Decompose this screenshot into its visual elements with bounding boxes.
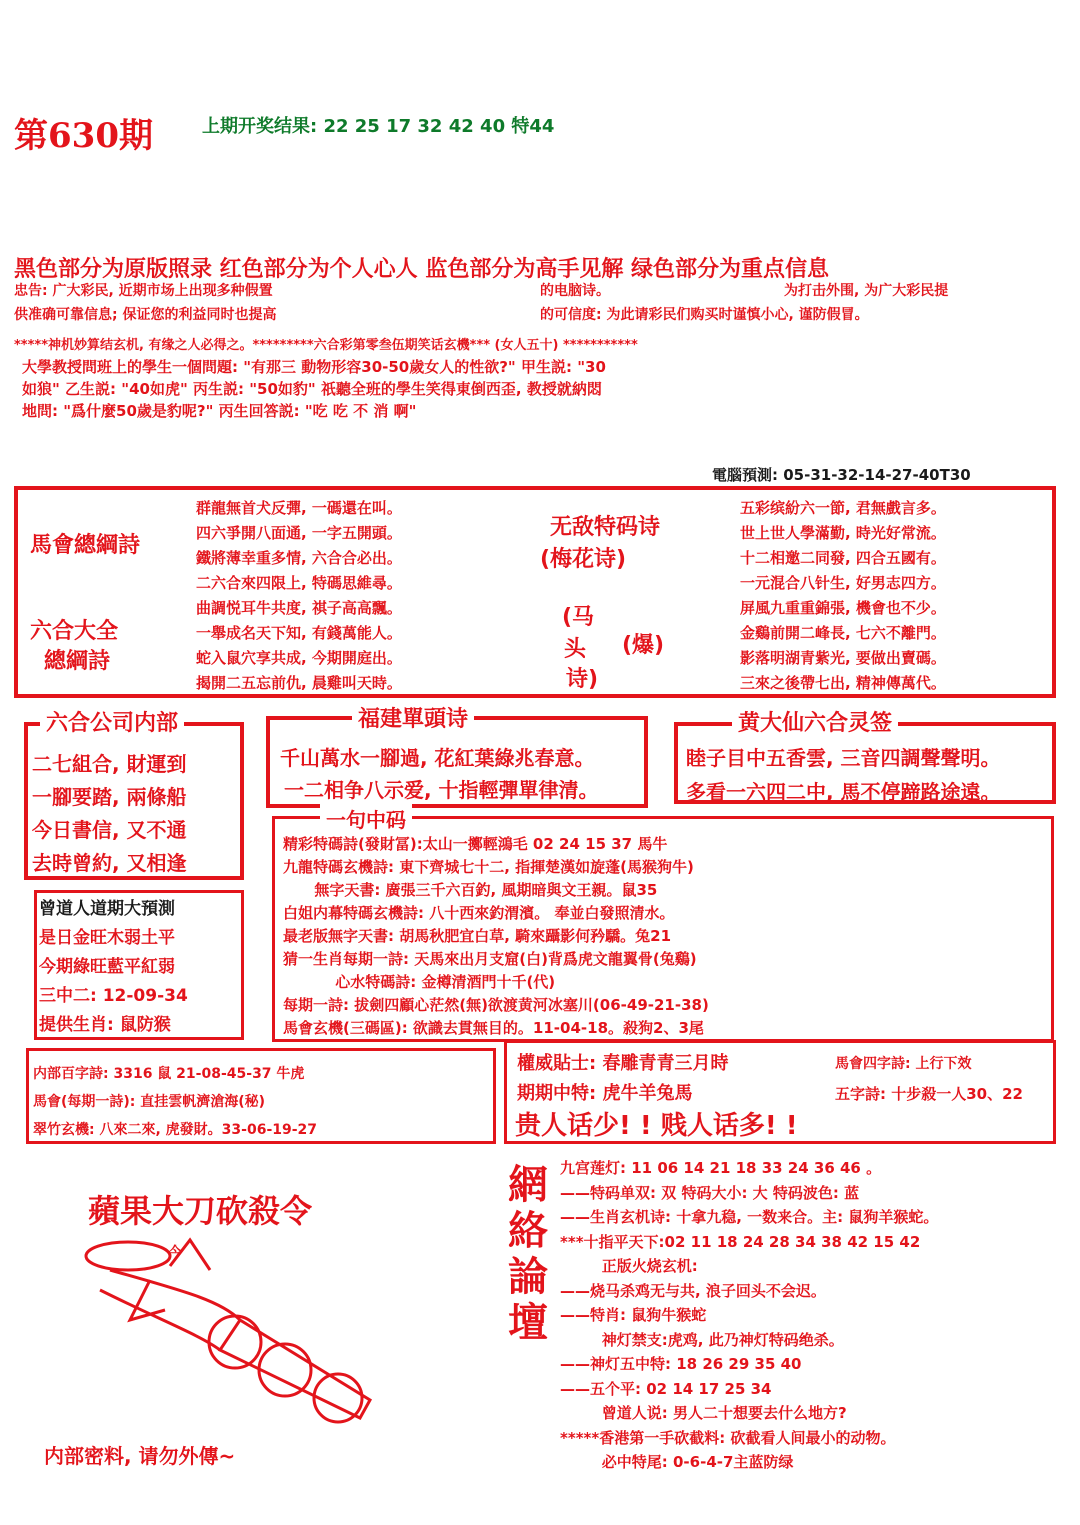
fujian-line: 一二相争八示爱, 十指輕彈單律清。 bbox=[284, 778, 599, 802]
poem-line: 蛇入鼠穴享共成, 今期開庭出。 bbox=[196, 649, 402, 667]
poem-line: 一元混合八针生, 好男志四方。 bbox=[740, 574, 946, 592]
neibu-line: 翠竹玄機: 八來二來, 虎發財。33-06-19-27 bbox=[33, 1122, 318, 1138]
forum-line: 曾道人说: 男人二十想要去什么地方? bbox=[560, 1404, 847, 1422]
yiju-line: 精彩特碼詩(發財冨):太山一擲輕鴻毛 02 24 15 37 馬牛 bbox=[283, 835, 668, 853]
poem-line: 十二相邀二同發, 四合五國有。 bbox=[740, 549, 946, 567]
sword-ring bbox=[86, 1242, 170, 1270]
forum-line: ——特码单双: 双 特码大小: 大 特码波色: 蓝 bbox=[560, 1183, 860, 1202]
fujian-line: 千山萬水一腳過, 花紅葉綠兆春意。 bbox=[280, 746, 595, 770]
forum-line: ——神灯五中特: 18 26 29 35 40 bbox=[560, 1355, 802, 1373]
authority-line: 馬會四字詩: 上行下效 bbox=[835, 1056, 972, 1072]
joke-line: 大學教授問班上的學生一個問題: "有那三 動物形容30-50歲女人的性欲?" 甲生説: "30 bbox=[22, 358, 606, 376]
yiju-line: 心水特碼詩: 金樽清酒門十千(代) bbox=[283, 973, 556, 991]
sword-hilt bbox=[170, 1240, 210, 1270]
mid-title: (马 bbox=[562, 605, 595, 630]
computer-prediction: 電腦預測: 05-31-32-14-27-40T30 bbox=[712, 466, 971, 484]
zeng-line: 是日金旺木弱土平 bbox=[39, 928, 175, 948]
poem-line: 鐵將薄幸重多情, 六合合必出。 bbox=[196, 549, 402, 567]
right-poem bbox=[740, 496, 946, 696]
joke-title: *****神机妙算结玄机, 有缘之人必得之。*********六合彩第零叁伍期笑话玄機*** (女人五十) *********** bbox=[14, 338, 638, 353]
yiju-box bbox=[272, 816, 1054, 1042]
forum-line: 九宫莲灯: 11 06 14 21 18 33 24 36 46 。 bbox=[560, 1159, 882, 1177]
sword-hilt bbox=[130, 1280, 165, 1320]
yiju-line: 最老版無字天書: 胡馬秋肥宜白草, 騎來躡影何矜驕。兔21 bbox=[283, 927, 672, 945]
forum-line: 神灯禁支:虎鸡, 此乃神灯特码绝杀。 bbox=[560, 1330, 844, 1349]
sword-blade bbox=[220, 1320, 370, 1418]
forum-line: ——特肖: 鼠狗牛猴蛇 bbox=[560, 1306, 707, 1324]
yiju-line: 九龍特碼玄機詩: 東下齊城七十二, 指揮楚漢如旋蓬(馬猴狗牛) bbox=[283, 858, 694, 876]
forum-lines bbox=[560, 1156, 938, 1475]
forum-char: 網 bbox=[508, 1162, 548, 1208]
six-company-title: 六合公司内部 bbox=[40, 706, 184, 737]
notice-part: 的电脑诗。 bbox=[540, 283, 610, 299]
sword-guard bbox=[110, 1270, 240, 1320]
forum-line: ——生肖玄机诗: 十拿九稳, 一数来合。主: 鼠狗羊猴蛇。 bbox=[560, 1208, 939, 1226]
mid-title: 无敌特码诗 bbox=[550, 515, 661, 540]
yiju-title: 一句中码 bbox=[320, 804, 412, 833]
poem-line: 曲調悦耳牛共度, 祺子高高飄。 bbox=[196, 599, 402, 617]
mid-title: 诗) bbox=[566, 667, 599, 692]
forum-char: 論 bbox=[508, 1254, 548, 1300]
poem-box bbox=[14, 486, 1056, 698]
authority-box bbox=[504, 1040, 1056, 1144]
notice-part: 为打击外围, 为广大彩民提 bbox=[784, 283, 949, 299]
huang-line: 睦子目中五香雲, 三音四調聲聲明。 bbox=[686, 746, 1001, 770]
poem-line: 世上世人學滿勤, 時光好常流。 bbox=[740, 524, 946, 542]
zeng-line: 提供生肖: 鼠防猴 bbox=[39, 1015, 171, 1035]
poem-line: 揭開二五忘前仇, 晨雞叫天時。 bbox=[196, 674, 402, 692]
company-line: 一腳要踏, 兩條船 bbox=[32, 785, 187, 809]
poem-line: 二六合來四限上, 特碼思維尋。 bbox=[196, 574, 402, 592]
joke-line: 如狼" 乙生説: "40如虎" 丙生説: "50如豹" 祇聽全班的學生笑得東倒西歪, 教授就納悶 bbox=[22, 380, 602, 398]
zeng-box bbox=[34, 890, 244, 1040]
left-title: 馬會總綱詩 bbox=[30, 533, 141, 558]
apple-small: 今 bbox=[168, 1245, 182, 1261]
forum-line: ——五个平: 02 14 17 25 34 bbox=[560, 1379, 772, 1398]
yiju-line: 猜一生肖每期一詩: 天馬來出月支窟(白)背爲虎文龍翼骨(兔鷄) bbox=[283, 950, 697, 968]
poem-line: 影落明湖青紫光, 要做出賣碼。 bbox=[740, 649, 946, 667]
sword-illustration bbox=[70, 1230, 410, 1440]
notice-part: 的可信度: 为此请彩民们购买时谨慎小心, 谨防假冒。 bbox=[540, 307, 869, 323]
neibu-line: 馬會(每期一詩): 直挂雲帆濟滄海(秘) bbox=[33, 1094, 266, 1110]
authority-slogan: 贵人话少! ! 贱人话多! ! bbox=[515, 1111, 798, 1141]
company-line: 今日書信, 又不通 bbox=[32, 818, 187, 842]
neibu-box bbox=[26, 1048, 496, 1144]
huang-line: 多看一六四二中, 馬不停蹄路途遠。 bbox=[686, 780, 1001, 804]
yiju-line: 白姐内幕特碼玄機詩: 八十西來釣渭濱。 奉並白發照清水。 bbox=[283, 904, 675, 922]
poem-line: 三來之後帶七出, 精神傳萬代。 bbox=[740, 674, 946, 692]
six-company-lines bbox=[32, 748, 187, 880]
company-line: 二七組合, 財運到 bbox=[32, 752, 187, 776]
forum-line: *****香港第一手砍截料: 砍截看人间最小的动物。 bbox=[560, 1428, 896, 1447]
apple-footer: 内部密料, 请勿外傳~ bbox=[44, 1444, 236, 1468]
mid-title: 头 bbox=[564, 637, 587, 662]
forum-line: ***十指平天下:02 11 18 24 28 34 38 42 15 42 bbox=[560, 1232, 921, 1251]
yiju-line: 每期一詩: 拔劍四顧心茫然(無)欲渡黄河冰塞川(06-49-21-38) bbox=[283, 996, 709, 1014]
authority-line: 期期中特: 虎牛羊兔馬 bbox=[517, 1083, 693, 1104]
forum-char: 絡 bbox=[508, 1208, 548, 1254]
zeng-line: 三中二: 12-09-34 bbox=[39, 986, 188, 1006]
poem-line: 金鷄前開二峰長, 七六不離門。 bbox=[740, 624, 946, 642]
poem-line: 四六爭開八面通, 一字五開頭。 bbox=[196, 524, 402, 542]
mid-title: (爆) bbox=[622, 633, 665, 658]
poem-line: 五彩缤紛六一節, 君無戲言多。 bbox=[740, 499, 946, 517]
last-result: 上期开奖结果: 22 25 17 32 42 40 特44 bbox=[202, 116, 555, 137]
forum-line: 正版火烧玄机: bbox=[560, 1257, 698, 1275]
poem-line: 屏風九重重錦張, 機會也不少。 bbox=[740, 599, 946, 617]
zeng-lines bbox=[39, 895, 188, 1040]
left-title: 六合大全 bbox=[30, 619, 119, 644]
sword-seal bbox=[209, 1316, 261, 1368]
yiju-lines bbox=[283, 833, 709, 1040]
company-line: 去時曾約, 又相逢 bbox=[32, 851, 187, 875]
authority-line: 權威貼士: 春雕青青三月時 bbox=[517, 1053, 729, 1074]
neibu-line: 内部百字詩: 3316 鼠 21-08-45-37 牛虎 bbox=[33, 1066, 305, 1082]
notice-part: 供准确可靠信息; 保证您的利益同时也提高 bbox=[14, 307, 277, 323]
left-poem bbox=[196, 496, 402, 696]
zeng-line: 今期綠旺藍平紅弱 bbox=[39, 957, 175, 977]
forum-char: 壇 bbox=[508, 1300, 548, 1346]
color-legend: 黑色部分为原版照录 红色部分为个人心人 监色部分为高手见解 绿色部分为重点信息 bbox=[14, 257, 829, 282]
joke-line: 地問: "爲什麼50歲是豹呢?" 丙生回答説: "吃 吃 不 消 啊" bbox=[22, 402, 417, 420]
yiju-line: 無字天書: 廣張三千六百釣, 風期暗與文王親。鼠35 bbox=[283, 881, 658, 899]
authority-line: 五字詩: 十步殺一人30、22 bbox=[835, 1085, 1023, 1103]
six-company-box bbox=[24, 722, 244, 880]
left-title: 總綱詩 bbox=[44, 649, 111, 674]
zeng-line: 曾道人道期大預測 bbox=[39, 899, 175, 919]
mid-title: (梅花诗) bbox=[540, 547, 627, 572]
poem-line: 群龍無首犬反彈, 一碼還在叫。 bbox=[196, 499, 402, 517]
poem-line: 一舉成名天下知, 有錢萬能人。 bbox=[196, 624, 402, 642]
huang-title: 黄大仙六合灵签 bbox=[732, 706, 898, 737]
forum-vertical-title bbox=[508, 1162, 558, 1346]
sword-seal bbox=[259, 1344, 311, 1396]
issue-number: 第630期 bbox=[14, 116, 153, 156]
yiju-line: 馬會玄機(三碼區): 欲識去貫無目的。11-04-18。殺狗2、3尾 bbox=[283, 1019, 704, 1037]
forum-line: 必中特尾: 0-6-4-7主蓝防绿 bbox=[560, 1453, 794, 1471]
notice-part: 忠告: 广大彩民, 近期市场上出现多种假置 bbox=[14, 283, 273, 299]
fujian-title: 福建單頭诗 bbox=[352, 702, 474, 733]
forum-line: ——烧马杀鸡无与共, 浪子回头不会迟。 bbox=[560, 1281, 826, 1300]
apple-title: 蘋果大刀砍殺令 bbox=[88, 1192, 313, 1230]
